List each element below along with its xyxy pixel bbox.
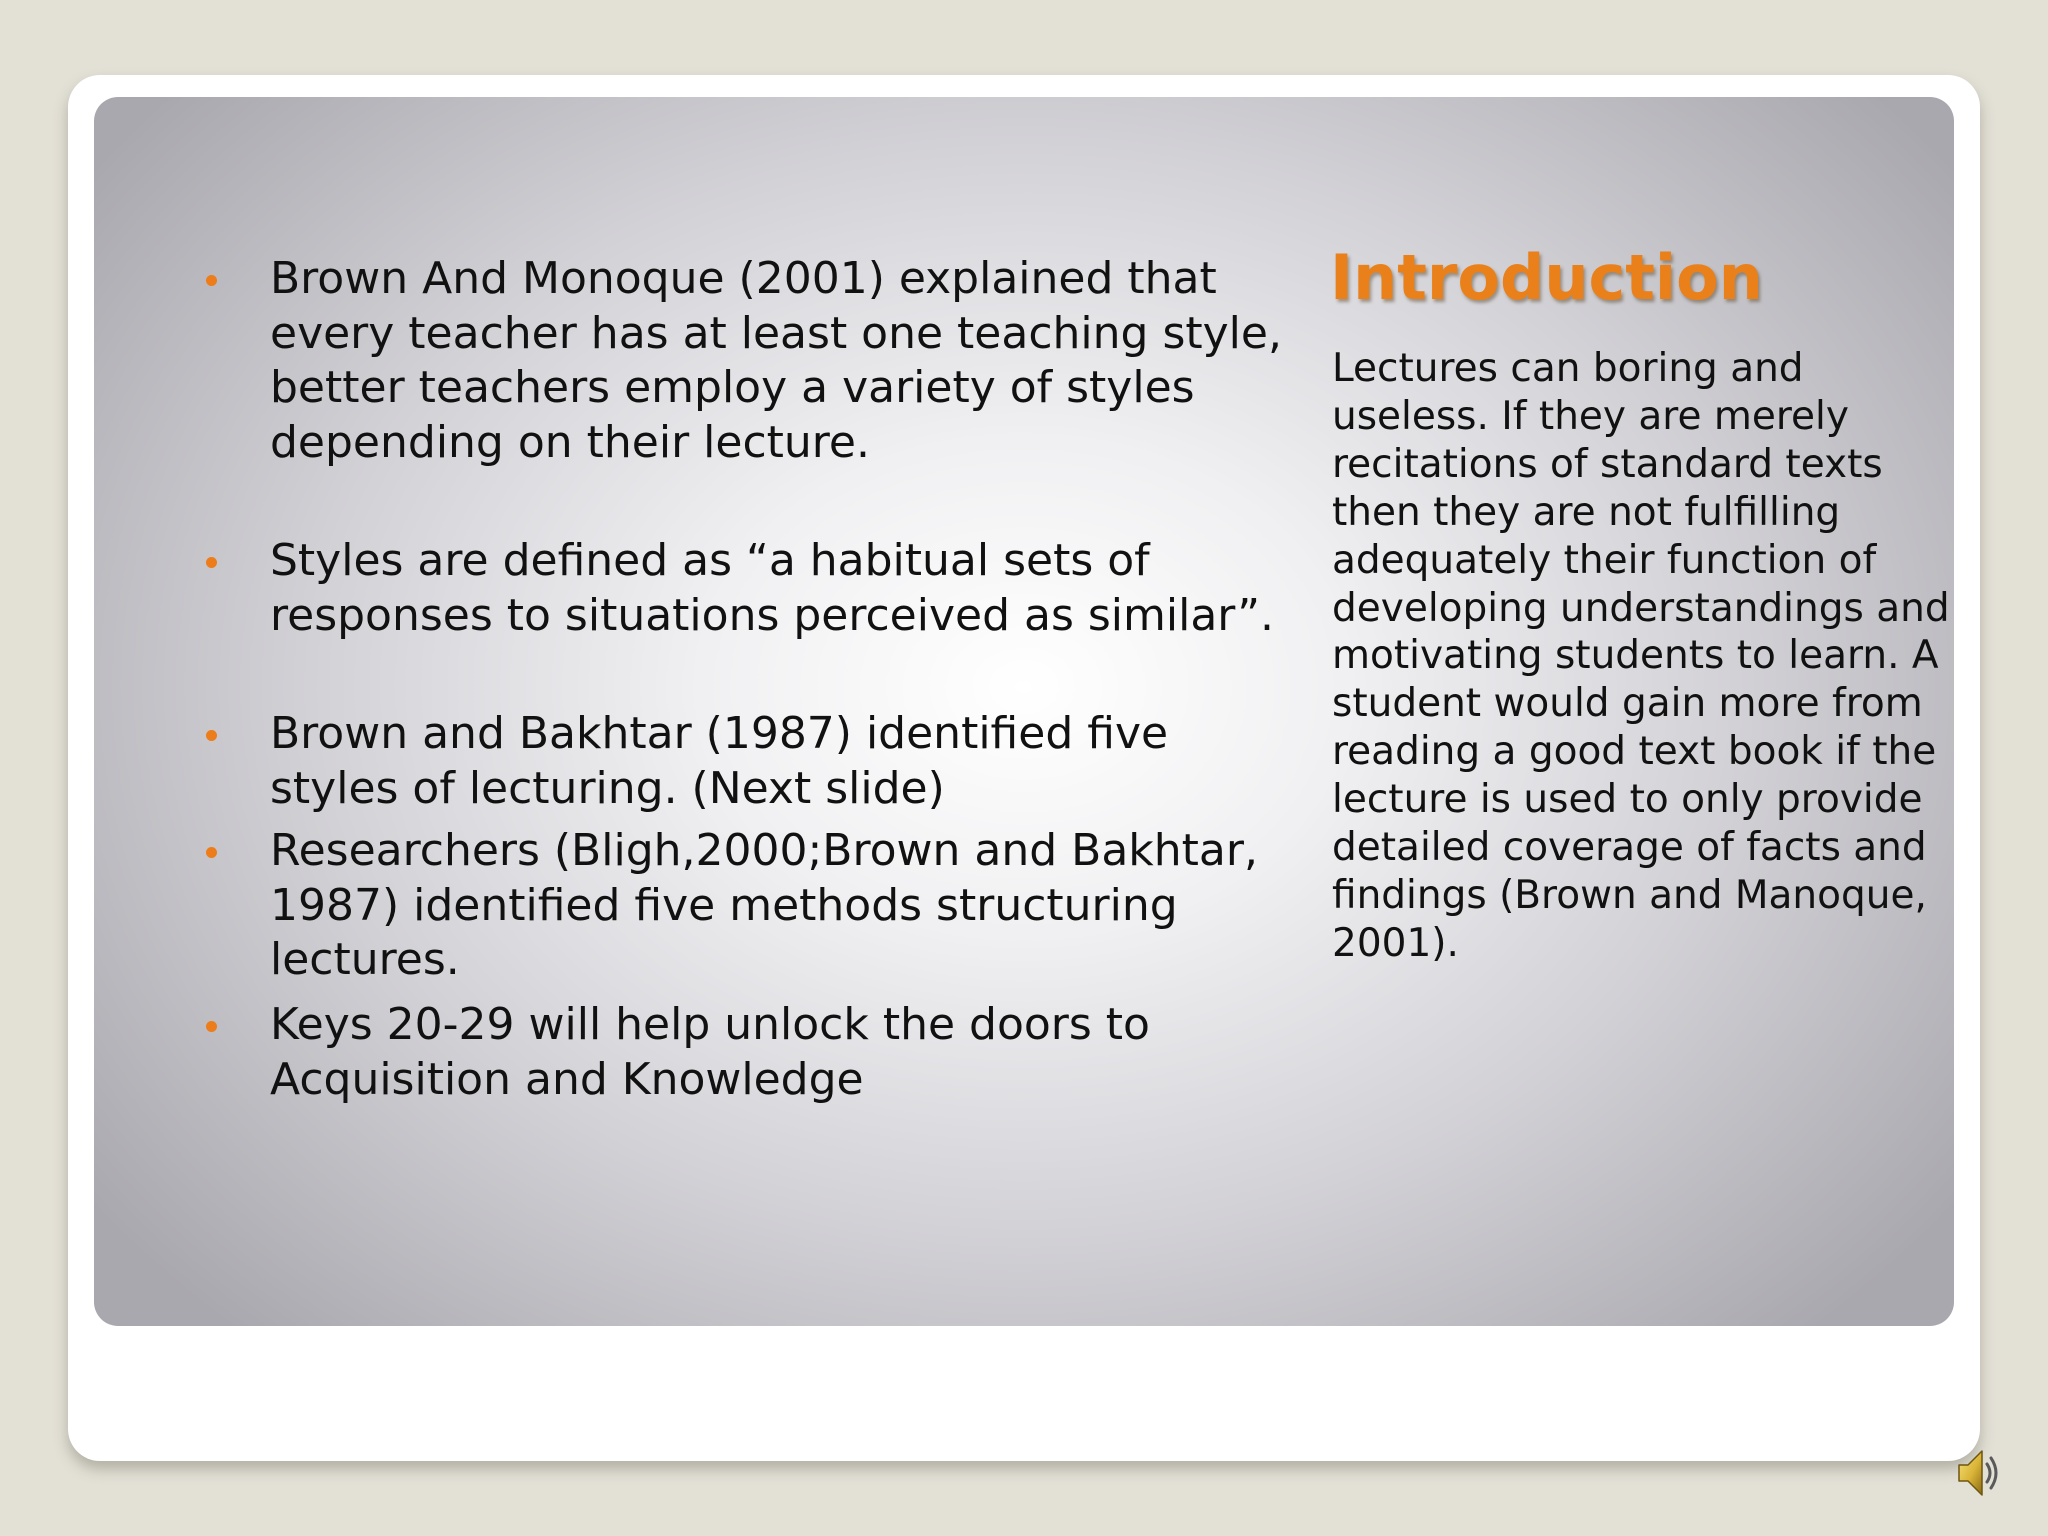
slide-title: Introduction	[1330, 241, 1763, 314]
bullet-text: Brown and Bakhtar (1987) identified five styles of lecturing. (Next slide)	[270, 708, 1169, 814]
bullet-dot-icon	[206, 847, 217, 858]
bullet-dot-icon	[206, 557, 217, 568]
slide-content-panel	[94, 97, 1954, 1326]
bullet-dot-icon	[206, 275, 217, 286]
bullet-item	[270, 998, 1300, 1107]
slide-card	[68, 75, 1980, 1461]
bullet-item	[270, 534, 1300, 643]
bullet-item	[270, 824, 1300, 988]
intro-paragraph: Lectures can boring and useless. If they are merely recitations of standard texts then they are not fulfilling adequately their function of developing understandings and motivating students to learn. A student would gain more from reading a good text book if the lecture is used to only provide detailed coverage of facts and findings (Brown and Manoque, 2001).	[1332, 346, 1950, 966]
bullet-item	[270, 252, 1300, 470]
bullet-text: Researchers (Bligh,2000;Brown and Bakhtar, 1987) identified five methods structuring lectures.	[270, 825, 1258, 985]
bullet-dot-icon	[206, 1021, 217, 1032]
bullet-text: Styles are defined as “a habitual sets of responses to situations perceived as similar”.	[270, 535, 1275, 641]
bullet-text: Brown And Monoque (2001) explained that every teacher has at least one teaching style, better teachers employ a variety of styles depending on their lecture.	[270, 253, 1282, 468]
speaker-icon[interactable]	[1955, 1442, 2005, 1504]
bullet-text: Keys 20-29 will help unlock the doors to Acquisition and Knowledge	[270, 999, 1150, 1105]
bullet-dot-icon	[206, 730, 217, 741]
bullet-item	[270, 707, 1300, 816]
